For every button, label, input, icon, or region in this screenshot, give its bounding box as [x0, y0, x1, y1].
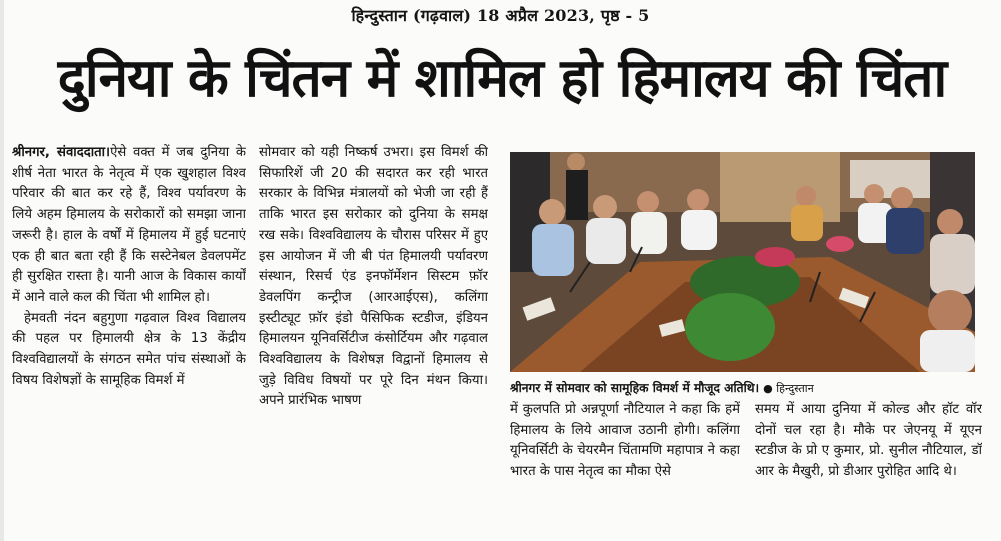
page-edge	[0, 0, 4, 541]
dateline: हिन्दुस्तान (गढ़वाल) 18 अप्रैल 2023, पृष्ठ - 5	[351, 6, 650, 25]
article-paragraph: में कुलपति प्रो अन्नपूर्णा नौटियाल ने कहा कि हमें हिमालय के लिये आवाज उठानी होगी। कलिंगा यूनिवर्सिटी के चेयरमैन चिंतामणि महापात्र ने कहा भारत के पास नेतृत्व का मौका ऐसे	[510, 402, 740, 480]
article-column-3	[510, 400, 740, 538]
photo-credit: ● हिन्दुस्तान	[763, 382, 814, 395]
article-column-1	[12, 143, 246, 538]
photo-caption	[510, 378, 975, 398]
headline: दुनिया के चिंतन में शामिल हो हिमालय की चिंता	[57, 48, 947, 109]
article-paragraph: सोमवार को यही निष्कर्ष उभरा। इस विमर्श की सिफारिशें जी 20 की सदारत कर रही भारत सरकार के विभिन्न मंत्रालयों को भेजी जा रही हैं ताकि भारत इस सरोकार को दुनिया के समक्ष रख सके। विश्वविद्यालय के चौरास परिसर में हुए इस आयोजन में जी बी पंत हिमालयी पर्यावरण संस्थान, रिसर्च एंड इनफॉर्मेशन सिस्टम फ़ॉर डेवलपिंग कन्ट्रीज (आरआईएस), कलिंगा इस्टीट्यूट फ़ॉर इंडो पैसिफिक स्टडीज, इंडियन हिमालयन यूनिवर्सिटीज कंसोर्टियम और गढ़वाल विश्वविद्यालय के विशेषज्ञ विद्वानों हिमालय से जुड़े विविध विषयों पर पूरे दिन मंथन किया। अपने प्रारंभिक भाषण	[259, 145, 488, 409]
article-column-2	[259, 143, 488, 538]
caption-text: श्रीनगर में सोमवार को सामूहिक विमर्श में मौजूद अतिथि।	[510, 381, 760, 395]
article-paragraph: हेमवती नंदन बहुगुणा गढ़वाल विश्व विद्यालय की पहल पर हिमालयी क्षेत्र के 13 केंद्रीय विश्वविद्यालयों के संगठन समेत पांच संस्थाओं के विषय विशेषज्ञों के सामूहिक विमर्श में	[12, 310, 246, 388]
meeting-photo-illustration	[510, 152, 975, 372]
byline: श्रीनगर, संवाददाता।	[12, 145, 111, 160]
article-paragraph	[12, 143, 246, 309]
news-photo	[510, 152, 975, 372]
article-text: ऐसे वक्त में जब दुनिया के शीर्ष नेता भारत के नेतृत्व में एक खुशहाल विश्व परिवार की बात कर रहे हैं, विश्व पर्यावरण के लिये अहम हिमालय के सरोकारों को समझा जाना जरूरी है। हाल के वर्षों में हिमालय में हुई घटनाएं एक ही बात बता रही हैं कि सस्टेनेबल डेवलपमेंट ही सुरक्षित रास्ता है। यानी आज के विकास कार्यों में आने वाले कल की चिंता भी शामिल हो।	[12, 145, 246, 305]
article-paragraph: समय में आया दुनिया में कोल्ड और हॉट वॉर दोनों चल रहा है। मौके पर जेएनयू में यूएन स्टडीज के प्रो ए कुमार, प्रो. सुनील नौटियाल, डॉ आर के मैखुरी, प्रो डीआर पुरोहित आदि थे।	[755, 402, 982, 480]
article-column-4	[755, 400, 982, 538]
